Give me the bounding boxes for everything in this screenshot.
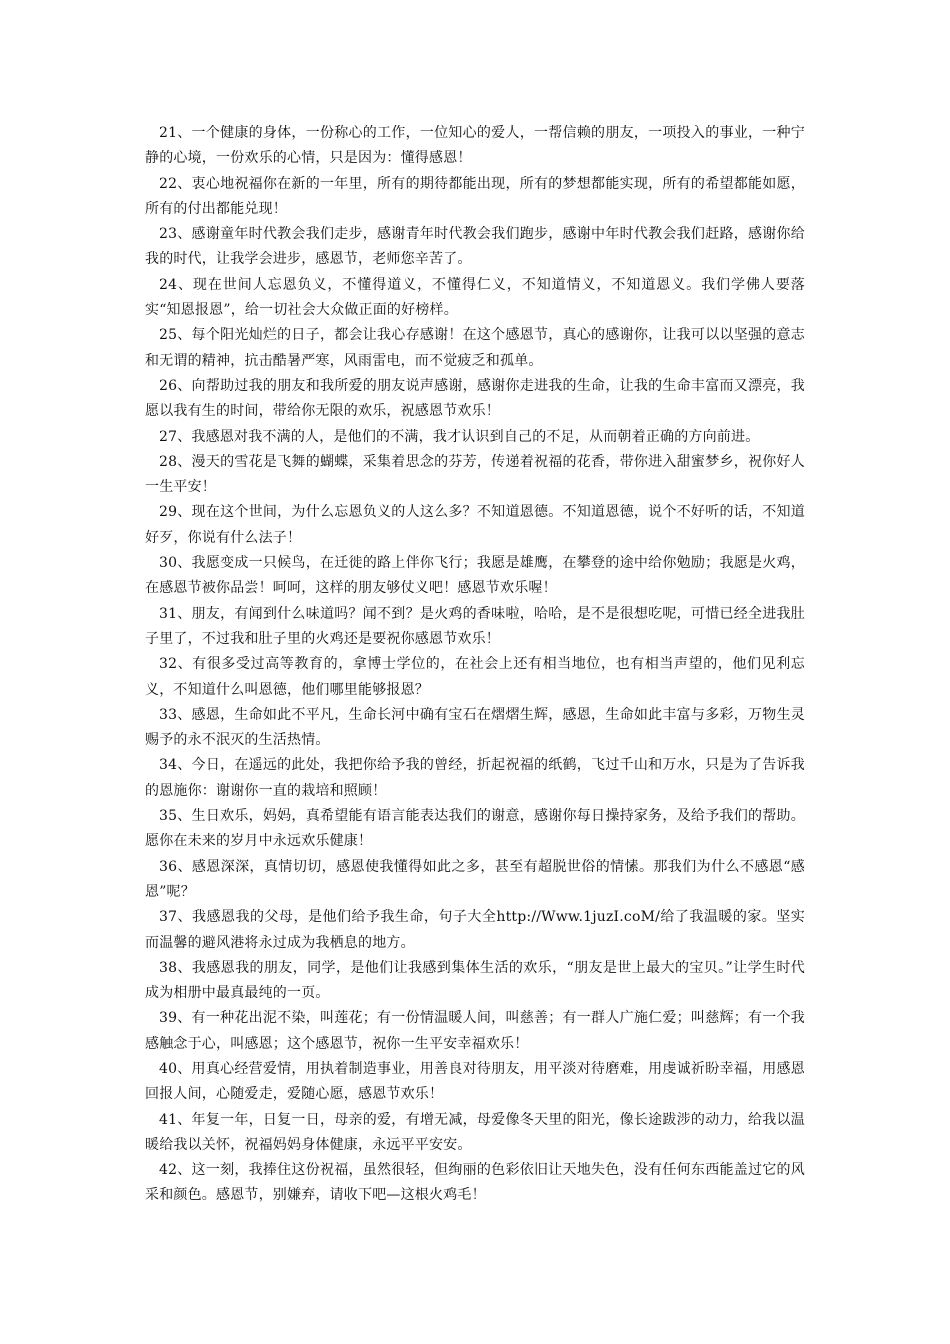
paragraph-23: 23、感谢童年时代教会我们走步，感谢青年时代教会我们跑步，感谢中年时代教会我们赶路，感谢你给我的时代，让我学会进步，感恩节，老师您辛苦了。 xyxy=(145,226,805,268)
paragraph-30: 30、我愿变成一只候鸟，在迁徙的路上伴你飞行；我愿是雄鹰，在攀登的途中给你勉励；我愿是火鸡，在感恩节被你品尝！呵呵，这样的朋友够仗义吧！感恩节欢乐喔！ xyxy=(145,555,805,597)
paragraph-21: 21、一个健康的身体，一份称心的工作，一位知心的爱人，一帮信赖的朋友，一项投入的事业，一种宁静的心境，一份欢乐的心情，只是因为：懂得感恩！ xyxy=(145,125,805,167)
paragraph-25: 25、每个阳光灿烂的日子，都会让我心存感谢！在这个感恩节，真心的感谢你，让我可以以坚强的意志和无谓的精神，抗击酷暑严寒，风雨雷电，而不觉疲乏和孤单。 xyxy=(145,327,805,369)
paragraph-29: 29、现在这个世间，为什么忘恩负义的人这么多？不知道恩德。不知道恩德，说个不好听的话，不知道好歹，你说有什么法子！ xyxy=(145,504,805,546)
paragraph-32: 32、有很多受过高等教育的，拿博士学位的，在社会上还有相当地位，也有相当声望的，他们见利忘义，不知道什么叫恩德，他们哪里能够报恩？ xyxy=(145,656,805,698)
paragraph-34: 34、今日，在遥远的此处，我把你给予我的曾经，折起祝福的纸鹤，飞过千山和万水，只是为了告诉我的恩施你：谢谢你一直的栽培和照顾！ xyxy=(145,757,805,799)
paragraph-41: 41、年复一年，日复一日，母亲的爱，有增无减，母爱像冬天里的阳光，像长途跋涉的动力，给我以温暖给我以关怀，祝福妈妈身体健康，永远平平安安。 xyxy=(145,1111,805,1153)
paragraph-22: 22、衷心地祝福你在新的一年里，所有的期待都能出现，所有的梦想都能实现，所有的希望都能如愿，所有的付出都能兑现！ xyxy=(145,175,805,217)
paragraph-28: 28、漫天的雪花是飞舞的蝴蝶，采集着思念的芬芳，传递着祝福的花香，带你进入甜蜜梦乡，祝你好人一生平安！ xyxy=(145,453,805,496)
paragraph-31: 31、朋友，有闻到什么味道吗？闻不到？是火鸡的香味啦，哈哈，是不是很想吃呢，可惜已经全进我肚子里了，不过我和肚子里的火鸡还是要祝你感恩节欢乐！ xyxy=(145,605,805,647)
paragraph-38: 38、我感恩我的朋友，同学，是他们让我感到集体生活的欢乐，“朋友是世上最大的宝贝。”让学生时代成为相册中最真最纯的一页。 xyxy=(145,959,805,1002)
paragraph-33: 33、感恩，生命如此不平凡，生命长河中确有宝石在熠熠生辉，感恩，生命如此丰富与多彩，万物生灵赐予的永不泯灭的生活热情。 xyxy=(145,706,805,749)
paragraph-24: 24、现在世间人忘恩负义，不懂得道义，不懂得仁义，不知道情义，不知道恩义。我们学佛人要落实“知恩报恩”，给一切社会大众做正面的好榜样。 xyxy=(145,276,805,319)
paragraph-39: 39、有一种花出泥不染，叫莲花；有一份情温暖人间，叫慈善；有一群人广施仁爱；叫慈辉；有一个我感触念于心，叫感恩；这个感恩节，祝你一生平安幸福欢乐！ xyxy=(145,1010,805,1052)
paragraph-26: 26、向帮助过我的朋友和我所爱的朋友说声感谢，感谢你走进我的生命，让我的生命丰富而又漂亮，我愿以我有生的时间，带给你无限的欢乐，祝感恩节欢乐！ xyxy=(145,377,805,420)
paragraph-42: 42、这一刻，我捧住这份祝福，虽然很轻，但绚丽的色彩依旧让天地失色，没有任何东西能盖过它的风采和颜色。感恩节，别嫌弃，请收下吧—这根火鸡毛！ xyxy=(145,1162,805,1204)
paragraph-27: 27、我感恩对我不满的人，是他们的不满，我才认识到自己的不足，从而朝着正确的方向前进。 xyxy=(159,428,760,445)
paragraph-35: 35、生日欢乐，妈妈，真希望能有语言能表达我们的谢意，感谢你每日操持家务，及给予我们的帮助。愿你在未来的岁月中永远欢乐健康！ xyxy=(145,808,805,850)
paragraph-36: 36、感恩深深，真情切切，感恩使我懂得如此之多，甚至有超脱世俗的情愫。那我们为什么不感恩“感恩”呢？ xyxy=(145,858,805,900)
paragraph-40: 40、用真心经营爱情，用执着制造事业，用善良对待朋友，用平淡对待磨难，用虔诚祈盼幸福，用感恩回报人间，心随爱走，爱随心愿，感恩节欢乐！ xyxy=(145,1060,805,1103)
document-body xyxy=(145,121,805,1209)
paragraph-37: 37、我感恩我的父母，是他们给予我生命，句子大全http://Www.1juzI.coM/给了我温暖的家。坚实而温馨的避风港将永过成为我栖息的地方。 xyxy=(145,909,805,951)
